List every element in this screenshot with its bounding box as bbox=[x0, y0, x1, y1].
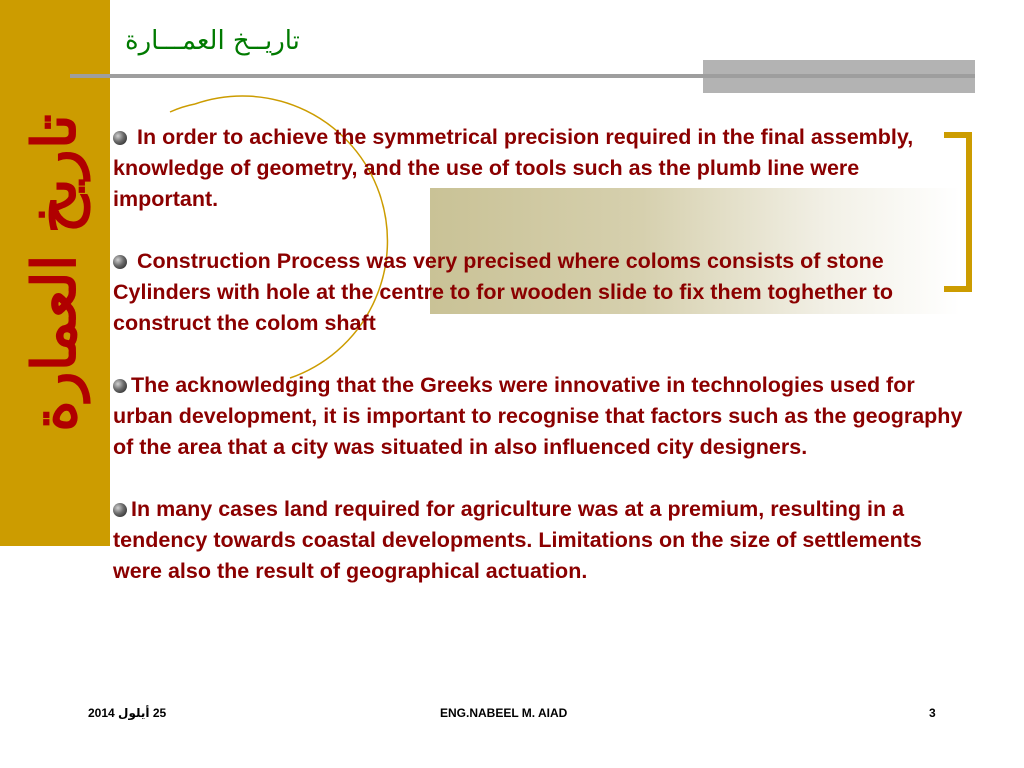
header-rule bbox=[70, 74, 975, 78]
bullet-item bbox=[113, 246, 968, 339]
bullet-list bbox=[113, 122, 968, 618]
page-title: تاريــخ العمـــارة bbox=[125, 26, 300, 56]
bullet-item bbox=[113, 494, 968, 587]
bullet-icon bbox=[113, 255, 127, 269]
bullet-text: The acknowledging that the Greeks were innovative in technologies used for urban development, it is important to recognise that factors such as the geography of the area that a city was situated in also influenced city designers. bbox=[113, 373, 963, 459]
sidebar-title-text: تاريخ العمارة bbox=[20, 114, 90, 432]
bullet-text: In order to achieve the symmetrical precision required in the final assembly, knowledge of geometry, and the use of tools such as the plumb line were important. bbox=[113, 125, 914, 211]
sidebar-title bbox=[0, 0, 110, 546]
footer-date: 25 أيلول 2014 bbox=[88, 706, 167, 720]
bullet-text: Construction Process was very precised where coloms consists of stone Cylinders with hole at the centre to for wooden slide to fix them toghether to construct the colom shaft bbox=[113, 249, 894, 335]
bullet-icon bbox=[113, 131, 127, 145]
bullet-text: In many cases land required for agriculture was at a premium, resulting in a tendency towards coastal developments. Limitations on the size of settlements were also the result of geographical actuation. bbox=[113, 497, 922, 583]
bullet-item bbox=[113, 370, 968, 463]
footer-author: ENG.NABEEL M. AIAD bbox=[440, 706, 568, 720]
bullet-icon bbox=[113, 503, 127, 517]
bullet-icon bbox=[113, 379, 127, 393]
bullet-item bbox=[113, 122, 968, 215]
page-number: 3 bbox=[929, 706, 936, 720]
